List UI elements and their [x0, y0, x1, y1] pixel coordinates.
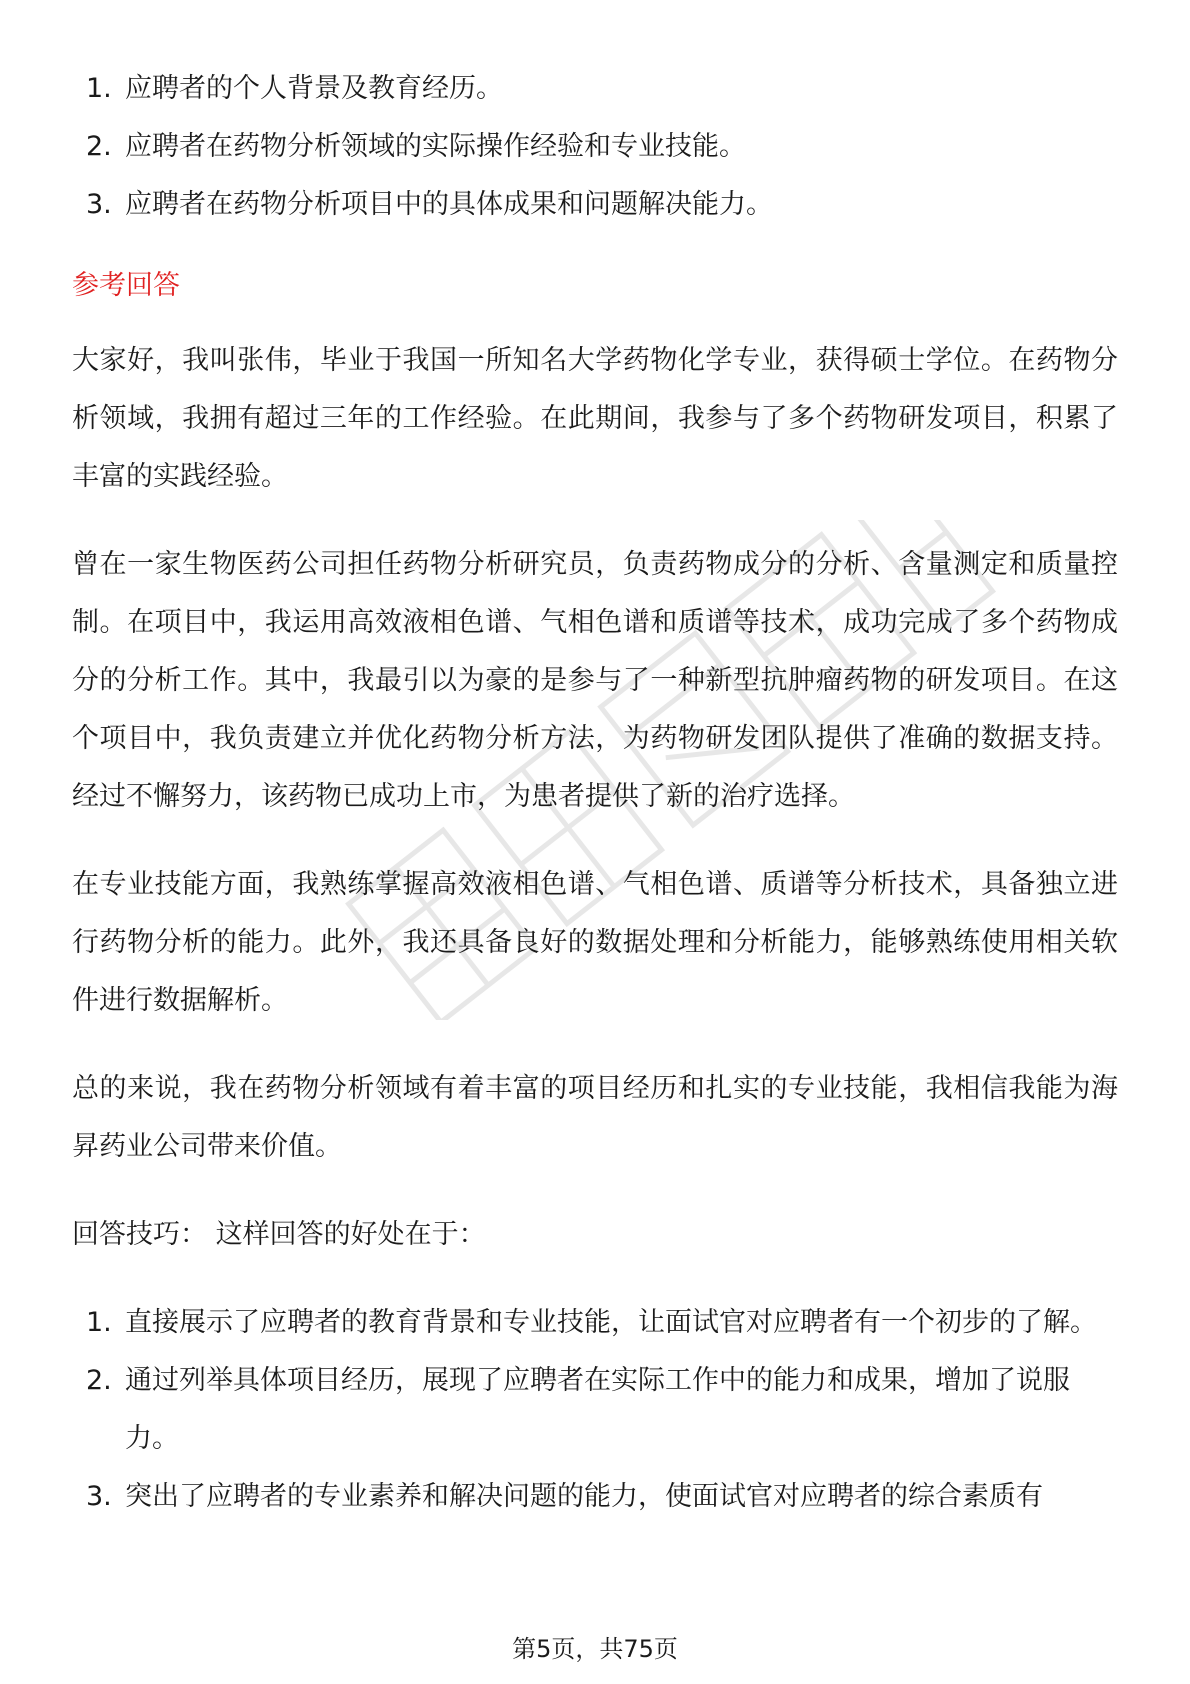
- list-item: [72, 1294, 1118, 1352]
- tips-list: [72, 1294, 1118, 1526]
- list-item-text: 直接展示了应聘者的教育背景和专业技能，让面试官对应聘者有一个初步的了解。: [125, 1307, 1097, 1338]
- answer-paragraph: 大家好，我叫张伟，毕业于我国一所知名大学药物化学专业，获得硕士学位。在药物分析领域，我拥有超过三年的工作经验。在此期间，我参与了多个药物研发项目，积累了丰富的实践经验。: [72, 345, 1118, 492]
- page-footer: 第5页，共75页: [512, 1635, 678, 1663]
- list-item-text: 应聘者在药物分析领域的实际操作经验和专业技能。: [125, 131, 746, 162]
- list-item: [72, 60, 1118, 118]
- list-item-number: 1.: [86, 73, 112, 104]
- list-item: [72, 118, 1118, 176]
- list-item-number: 2.: [86, 1365, 112, 1396]
- main-content: [72, 60, 1118, 1526]
- list-item-text: 突出了应聘者的专业素养和解决问题的能力，使面试官对应聘者的综合素质有: [125, 1481, 1043, 1512]
- answer-paragraph: 曾在一家生物医药公司担任药物分析研究员，负责药物成分的分析、含量测定和质量控制。在项目中，我运用高效液相色谱、气相色谱和质谱等技术，成功完成了多个药物成分的分析工作。其中，我最引以为豪的是参与了一种新型抗肿瘤药物的研发项目。在这个项目中，我负责建立并优化药物分析方法，为药物研发团队提供了准确的数据支持。经过不懈努力，该药物已成功上市，为患者提供了新的治疗选择。: [72, 549, 1118, 812]
- answer-paragraph: 在专业技能方面，我熟练掌握高效液相色谱、气相色谱、质谱等分析技术，具备独立进行药物分析的能力。此外，我还具备良好的数据处理和分析能力，能够熟练使用相关软件进行数据解析。: [72, 869, 1118, 1016]
- tips-intro: 回答技巧： 这样回答的好处在于：: [72, 1219, 486, 1250]
- list-item-number: 1.: [86, 1307, 112, 1338]
- list-item: [72, 1352, 1118, 1468]
- list-item-text: 应聘者在药物分析项目中的具体成果和问题解决能力。: [125, 189, 773, 220]
- section-title: 参考回答: [72, 270, 180, 301]
- list-item-text: 通过列举具体项目经历，展现了应聘者在实际工作中的能力和成果，增加了说服力。: [125, 1365, 1070, 1454]
- list-item-number: 3.: [86, 1481, 112, 1512]
- answer-paragraph: 总的来说，我在药物分析领域有着丰富的项目经历和扎实的专业技能，我相信我能为海昇药业公司带来价值。: [72, 1073, 1118, 1162]
- list-item: [72, 1468, 1118, 1526]
- list-item: [72, 176, 1118, 234]
- list-item-number: 3.: [86, 189, 112, 220]
- question-points-list: [72, 60, 1118, 234]
- list-item-number: 2.: [86, 131, 112, 162]
- list-item-text: 应聘者的个人背景及教育经历。: [125, 73, 503, 104]
